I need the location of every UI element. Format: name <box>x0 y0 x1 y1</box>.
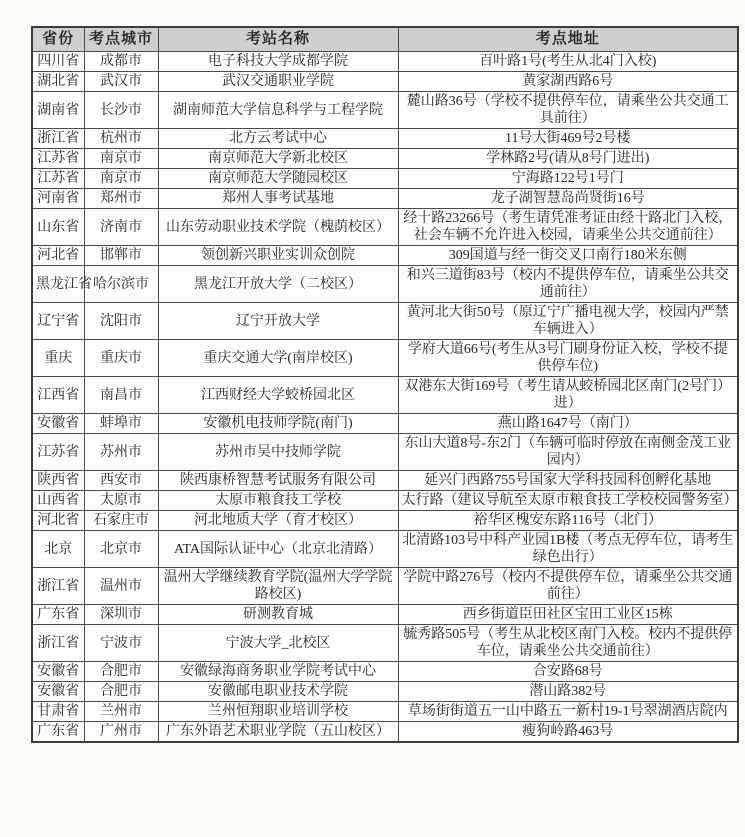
table-row <box>32 169 738 189</box>
province-cell: 江西省 <box>32 377 84 414</box>
site-name-cell: 领创新兴职业实训众创院 <box>158 246 398 266</box>
table-row <box>32 568 738 605</box>
city-cell: 济南市 <box>84 209 158 246</box>
table-row <box>32 662 738 682</box>
city-cell: 西安市 <box>84 471 158 491</box>
site-name-cell: 苏州市吴中技师学院 <box>158 434 398 471</box>
table-row <box>32 605 738 625</box>
site-name-cell: 南京师范大学随园校区 <box>158 169 398 189</box>
table-row <box>32 531 738 568</box>
province-cell: 北京 <box>32 531 84 568</box>
site-name-cell: 辽宁开放大学 <box>158 303 398 340</box>
city-cell: 哈尔滨市 <box>84 266 158 303</box>
table-row <box>32 266 738 303</box>
city-cell: 武汉市 <box>84 72 158 92</box>
site-name-cell: 南京师范大学新北校区 <box>158 149 398 169</box>
site-name-cell: 武汉交通职业学院 <box>158 72 398 92</box>
address-cell: 和兴三道街83号（校内不提供停车位，请乘坐公共交通前往） <box>398 266 738 303</box>
address-cell: 学林路2号(请从8号门进出) <box>398 149 738 169</box>
table-row <box>32 682 738 702</box>
address-cell: 太行路（建议导航至太原市粮食技工学校校园警务室） <box>398 491 738 511</box>
site-name-cell: 安徽绿海商务职业学院考试中心 <box>158 662 398 682</box>
province-cell: 广东省 <box>32 722 84 743</box>
table-row <box>32 434 738 471</box>
table-row <box>32 414 738 434</box>
address-cell: 草场街街道五一山中路五一新村19-1号翠湖酒店院内 <box>398 702 738 722</box>
province-cell: 河北省 <box>32 511 84 531</box>
address-cell: 龙子湖智慧岛尚贤街16号 <box>398 189 738 209</box>
city-cell: 苏州市 <box>84 434 158 471</box>
province-cell: 河南省 <box>32 189 84 209</box>
address-cell: 潜山路382号 <box>398 682 738 702</box>
province-cell: 黑龙江省 <box>32 266 84 303</box>
address-cell: 黄家湖西路6号 <box>398 72 738 92</box>
city-cell: 南昌市 <box>84 377 158 414</box>
table-row <box>32 189 738 209</box>
address-cell: 学府大道66号(考生从3号门刷身份证入校，学校不提供停车位) <box>398 340 738 377</box>
province-cell: 重庆 <box>32 340 84 377</box>
address-cell: 学院中路276号（校内不提供停车位，请乘坐公共交通前往） <box>398 568 738 605</box>
city-cell: 太原市 <box>84 491 158 511</box>
site-name-cell: ATA国际认证中心（北京北清路） <box>158 531 398 568</box>
address-cell: 燕山路1647号（南门） <box>398 414 738 434</box>
province-cell: 山东省 <box>32 209 84 246</box>
city-cell: 南京市 <box>84 169 158 189</box>
site-name-cell: 兰州恒翔职业培训学校 <box>158 702 398 722</box>
address-cell: 双港东大街169号（考生请从蛟桥园北区南门(2号门）进） <box>398 377 738 414</box>
header-address: 考点地址 <box>398 27 738 52</box>
city-cell: 温州市 <box>84 568 158 605</box>
province-cell: 江苏省 <box>32 434 84 471</box>
address-cell: 裕华区槐安东路116号（北门） <box>398 511 738 531</box>
site-name-cell: 安徽机电技师学院(南门) <box>158 414 398 434</box>
address-cell: 黄河北大街50号（原辽宁广播电视大学，校园内严禁车辆进入） <box>398 303 738 340</box>
province-cell: 浙江省 <box>32 568 84 605</box>
city-cell: 邯郸市 <box>84 246 158 266</box>
table-row <box>32 491 738 511</box>
province-cell: 山西省 <box>32 491 84 511</box>
address-cell: 延兴门西路755号国家大学科技园科创孵化基地 <box>398 471 738 491</box>
city-cell: 郑州市 <box>84 189 158 209</box>
site-name-cell: 宁波大学_北校区 <box>158 625 398 662</box>
province-cell: 湖北省 <box>32 72 84 92</box>
address-cell: 11号大街469号2号楼 <box>398 129 738 149</box>
table-row <box>32 625 738 662</box>
province-cell: 湖南省 <box>32 92 84 129</box>
city-cell: 蚌埠市 <box>84 414 158 434</box>
province-cell: 安徽省 <box>32 662 84 682</box>
city-cell: 杭州市 <box>84 129 158 149</box>
site-name-cell: 江西财经大学蛟桥园北区 <box>158 377 398 414</box>
table-row <box>32 246 738 266</box>
city-cell: 广州市 <box>84 722 158 743</box>
site-name-cell: 重庆交通大学(南岸校区) <box>158 340 398 377</box>
site-name-cell: 湖南师范大学信息科学与工程学院 <box>158 92 398 129</box>
table-row <box>32 722 738 743</box>
site-name-cell: 研测教育城 <box>158 605 398 625</box>
table-row <box>32 149 738 169</box>
province-cell: 安徽省 <box>32 682 84 702</box>
province-cell: 陕西省 <box>32 471 84 491</box>
province-cell: 江苏省 <box>32 169 84 189</box>
city-cell: 长沙市 <box>84 92 158 129</box>
city-cell: 成都市 <box>84 52 158 72</box>
table-row <box>32 511 738 531</box>
address-cell: 北清路103号中科产业园1B楼（考点无停车位，请考生绿色出行） <box>398 531 738 568</box>
site-name-cell: 安徽邮电职业技术学院 <box>158 682 398 702</box>
city-cell: 北京市 <box>84 531 158 568</box>
province-cell: 浙江省 <box>32 129 84 149</box>
table-header <box>32 27 738 52</box>
site-name-cell: 黑龙江开放大学（二校区） <box>158 266 398 303</box>
table-body <box>32 52 738 743</box>
table-row <box>32 209 738 246</box>
city-cell: 深圳市 <box>84 605 158 625</box>
address-cell: 309国道与经一街交叉口南行180米东侧 <box>398 246 738 266</box>
province-cell: 浙江省 <box>32 625 84 662</box>
address-cell: 麓山路36号（学校不提供停车位，请乘坐公共交通工具前往） <box>398 92 738 129</box>
site-name-cell: 电子科技大学成都学院 <box>158 52 398 72</box>
site-name-cell: 广东外语艺术职业学院（五山校区） <box>158 722 398 743</box>
header-city: 考点城市 <box>84 27 158 52</box>
city-cell: 宁波市 <box>84 625 158 662</box>
province-cell: 四川省 <box>32 52 84 72</box>
site-name-cell: 山东劳动职业技术学院（槐荫校区） <box>158 209 398 246</box>
site-name-cell: 河北地质大学（育才校区） <box>158 511 398 531</box>
city-cell: 石家庄市 <box>84 511 158 531</box>
header-province: 省份 <box>32 27 84 52</box>
site-name-cell: 郑州人事考试基地 <box>158 189 398 209</box>
province-cell: 辽宁省 <box>32 303 84 340</box>
header-site-name: 考站名称 <box>158 27 398 52</box>
province-cell: 安徽省 <box>32 414 84 434</box>
city-cell: 合肥市 <box>84 662 158 682</box>
address-cell: 毓秀路505号（考生从北校区南门入校。校内不提供停车位，请乘坐公共交通前往） <box>398 625 738 662</box>
table-row <box>32 702 738 722</box>
province-cell: 甘肃省 <box>32 702 84 722</box>
province-cell: 广东省 <box>32 605 84 625</box>
city-cell: 南京市 <box>84 149 158 169</box>
header-row <box>32 27 738 52</box>
exam-sites-table <box>31 26 739 743</box>
city-cell: 兰州市 <box>84 702 158 722</box>
site-name-cell: 温州大学继续教育学院(温州大学学院路校区) <box>158 568 398 605</box>
table-row <box>32 471 738 491</box>
table-row <box>32 377 738 414</box>
address-cell: 百叶路1号(考生从北4门入校) <box>398 52 738 72</box>
site-name-cell: 太原市粮食技工学校 <box>158 491 398 511</box>
address-cell: 瘦狗岭路463号 <box>398 722 738 743</box>
address-cell: 西乡街道臣田社区宝田工业区15栋 <box>398 605 738 625</box>
address-cell: 东山大道8号-东2门（车辆可临时停放在南侧金茂工业园内） <box>398 434 738 471</box>
address-cell: 宁海路122号1号门 <box>398 169 738 189</box>
address-cell: 经十路23266号（考生请凭准考证由经十路北门入校，社会车辆不允许进入校园，请乘坐公共交通前往） <box>398 209 738 246</box>
city-cell: 重庆市 <box>84 340 158 377</box>
site-name-cell: 北方云考试中心 <box>158 129 398 149</box>
city-cell: 沈阳市 <box>84 303 158 340</box>
province-cell: 河北省 <box>32 246 84 266</box>
table-row <box>32 72 738 92</box>
table-row <box>32 303 738 340</box>
table-row <box>32 52 738 72</box>
table-row <box>32 92 738 129</box>
site-name-cell: 陕西康桥智慧考试服务有限公司 <box>158 471 398 491</box>
table-row <box>32 129 738 149</box>
province-cell: 江苏省 <box>32 149 84 169</box>
city-cell: 合肥市 <box>84 682 158 702</box>
table-row <box>32 340 738 377</box>
address-cell: 合安路68号 <box>398 662 738 682</box>
